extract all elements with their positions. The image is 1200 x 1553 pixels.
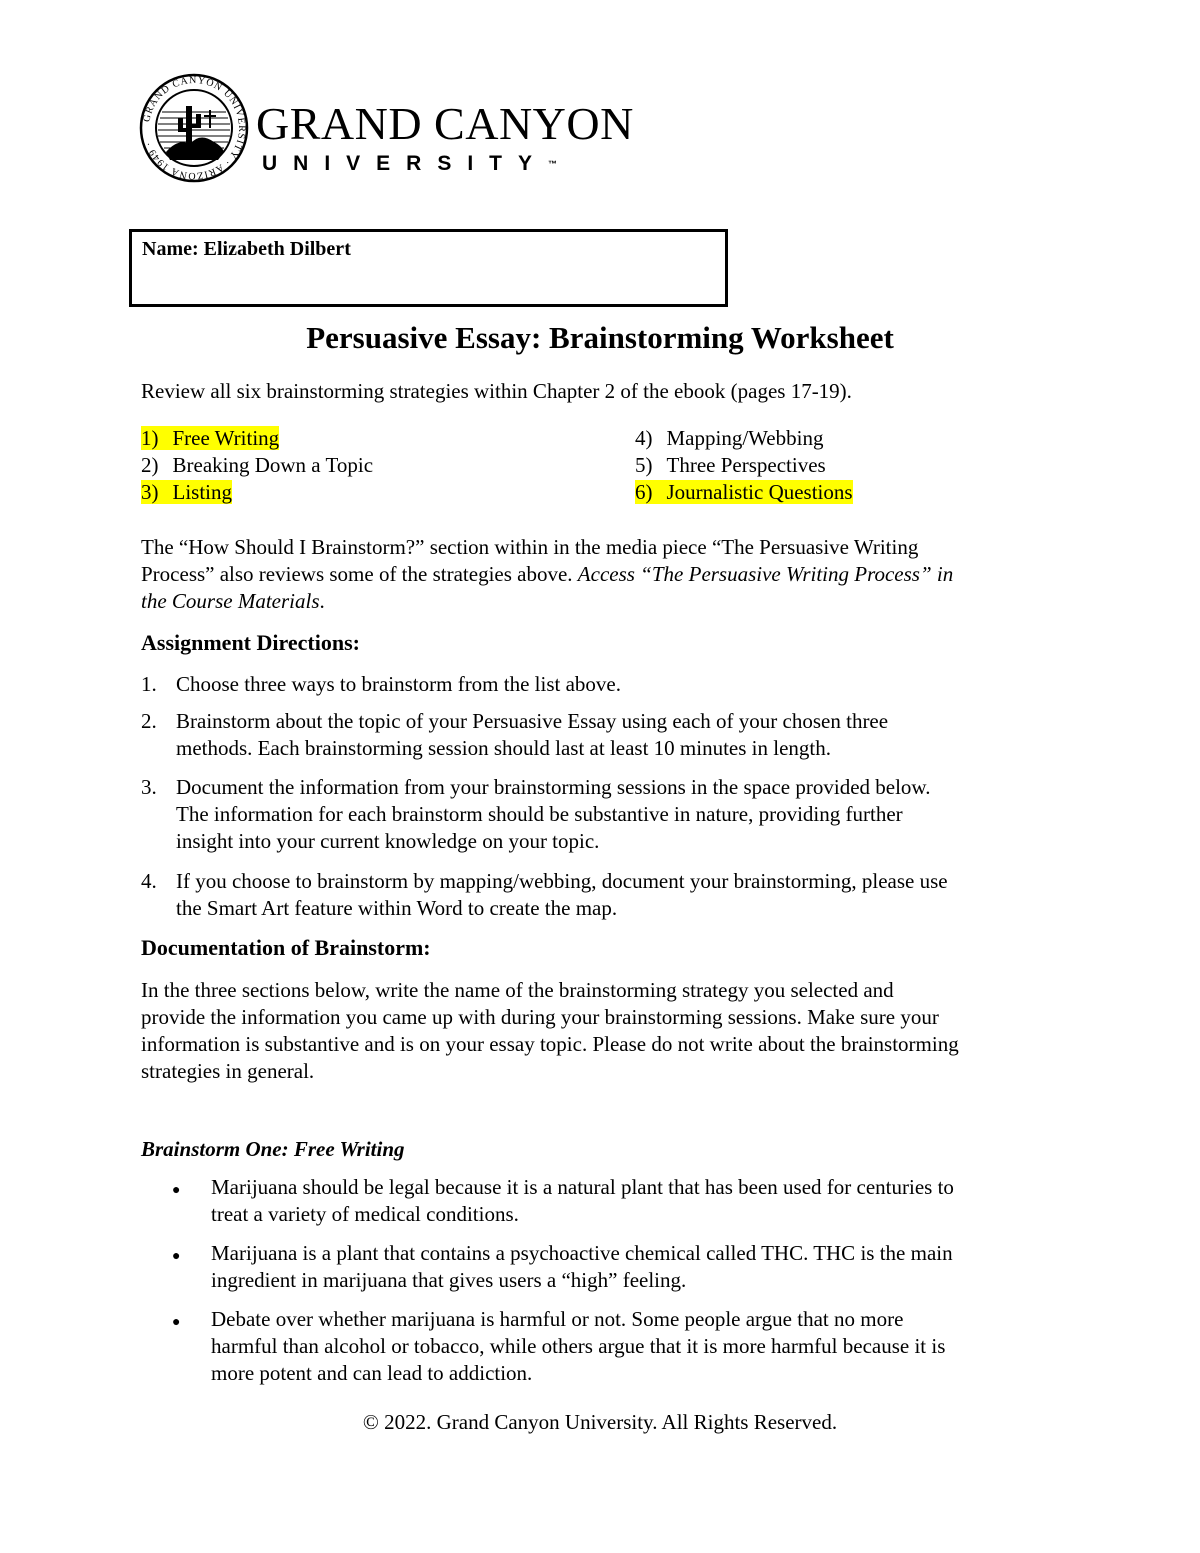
direction-item-2: 2. Brainstorm about the topic of your Persuasive Essay using each of your chosen three methods. Each brainstorming session should last at least 10 minutes in length.	[141, 709, 889, 760]
brainstorm-one-heading: Brainstorm One: Free Writing	[141, 1137, 405, 1161]
bullet-icon: ●	[172, 1183, 181, 1198]
strategy-item-4: 4) Mapping/Webbing	[635, 426, 824, 450]
brainstorm-bullet: ● Marijuana should be legal because it is a natural plant that has been used for centuries to treat a variety of medical conditions.	[172, 1175, 954, 1226]
strategy-item-3: 3) Listing	[141, 480, 233, 504]
brainstorm-bullet: ● Debate over whether marijuana is harmful or not. Some people argue that no more harmful than alcohol or tobacco, while others argue that it is more harmful because it is more potent and can lead to addiction.	[172, 1307, 946, 1385]
media-paragraph: The “How Should I Brainstorm?” section within in the media piece “The Persuasive Writing Process” also reviews some of the strategies above. Access “The Persuasive Writing Process” in the Course Materials.	[141, 535, 954, 613]
name-field: Name: Elizabeth Dilbert	[142, 238, 351, 260]
intro-text: Review all six brainstorming strategies within Chapter 2 of the ebook (pages 17-19).	[141, 379, 852, 403]
name-field-box	[129, 229, 728, 307]
seal-text: GRAND CANYON UNIVERSITY · ARIZONA 1949 ·	[141, 74, 248, 182]
brainstorm-bullet: ● Marijuana is a plant that contains a psychoactive chemical called THC. THC is the main ingredient in marijuana that gives users a “high” feeling.	[172, 1241, 953, 1292]
direction-item-3: 3. Document the information from your brainstorming sessions in the space provided below. The information for each brainstorm should be substantive in nature, providing further insight into your current knowledge on your topic.	[141, 775, 931, 853]
strategy-item-2: 2) Breaking Down a Topic	[141, 453, 374, 477]
direction-item-1: 1. Choose three ways to brainstorm from the list above.	[141, 672, 621, 696]
directions-heading: Assignment Directions:	[141, 630, 360, 655]
university-seal-icon	[138, 72, 250, 184]
documentation-paragraph: In the three sections below, write the name of the brainstorming strategy you selected and provide the information you came up with during your brainstorming sessions. Make sure your information is substantive and is on your essay topic. Please do not write about the brainstorming strategies in general.	[141, 978, 959, 1083]
bullet-icon: ●	[172, 1249, 181, 1264]
logo-subtitle: UNIVERSITY™	[262, 152, 558, 175]
logo-wordmark: GRAND CANYON	[256, 98, 634, 149]
documentation-heading: Documentation of Brainstorm:	[141, 935, 431, 960]
copyright-footer: © 2022. Grand Canyon University. All Rights Reserved.	[362, 1410, 838, 1434]
bullet-icon: ●	[172, 1315, 181, 1330]
direction-item-4: 4. If you choose to brainstorm by mapping/webbing, document your brainstorming, please use the Smart Art feature within Word to create the map.	[141, 869, 948, 920]
strategy-item-1: 1) Free Writing	[141, 426, 280, 450]
strategy-item-6: 6) Journalistic Questions	[635, 480, 853, 504]
page-title: Persuasive Essay: Brainstorming Worksheet	[306, 320, 894, 355]
strategy-item-5: 5) Three Perspectives	[635, 453, 826, 477]
